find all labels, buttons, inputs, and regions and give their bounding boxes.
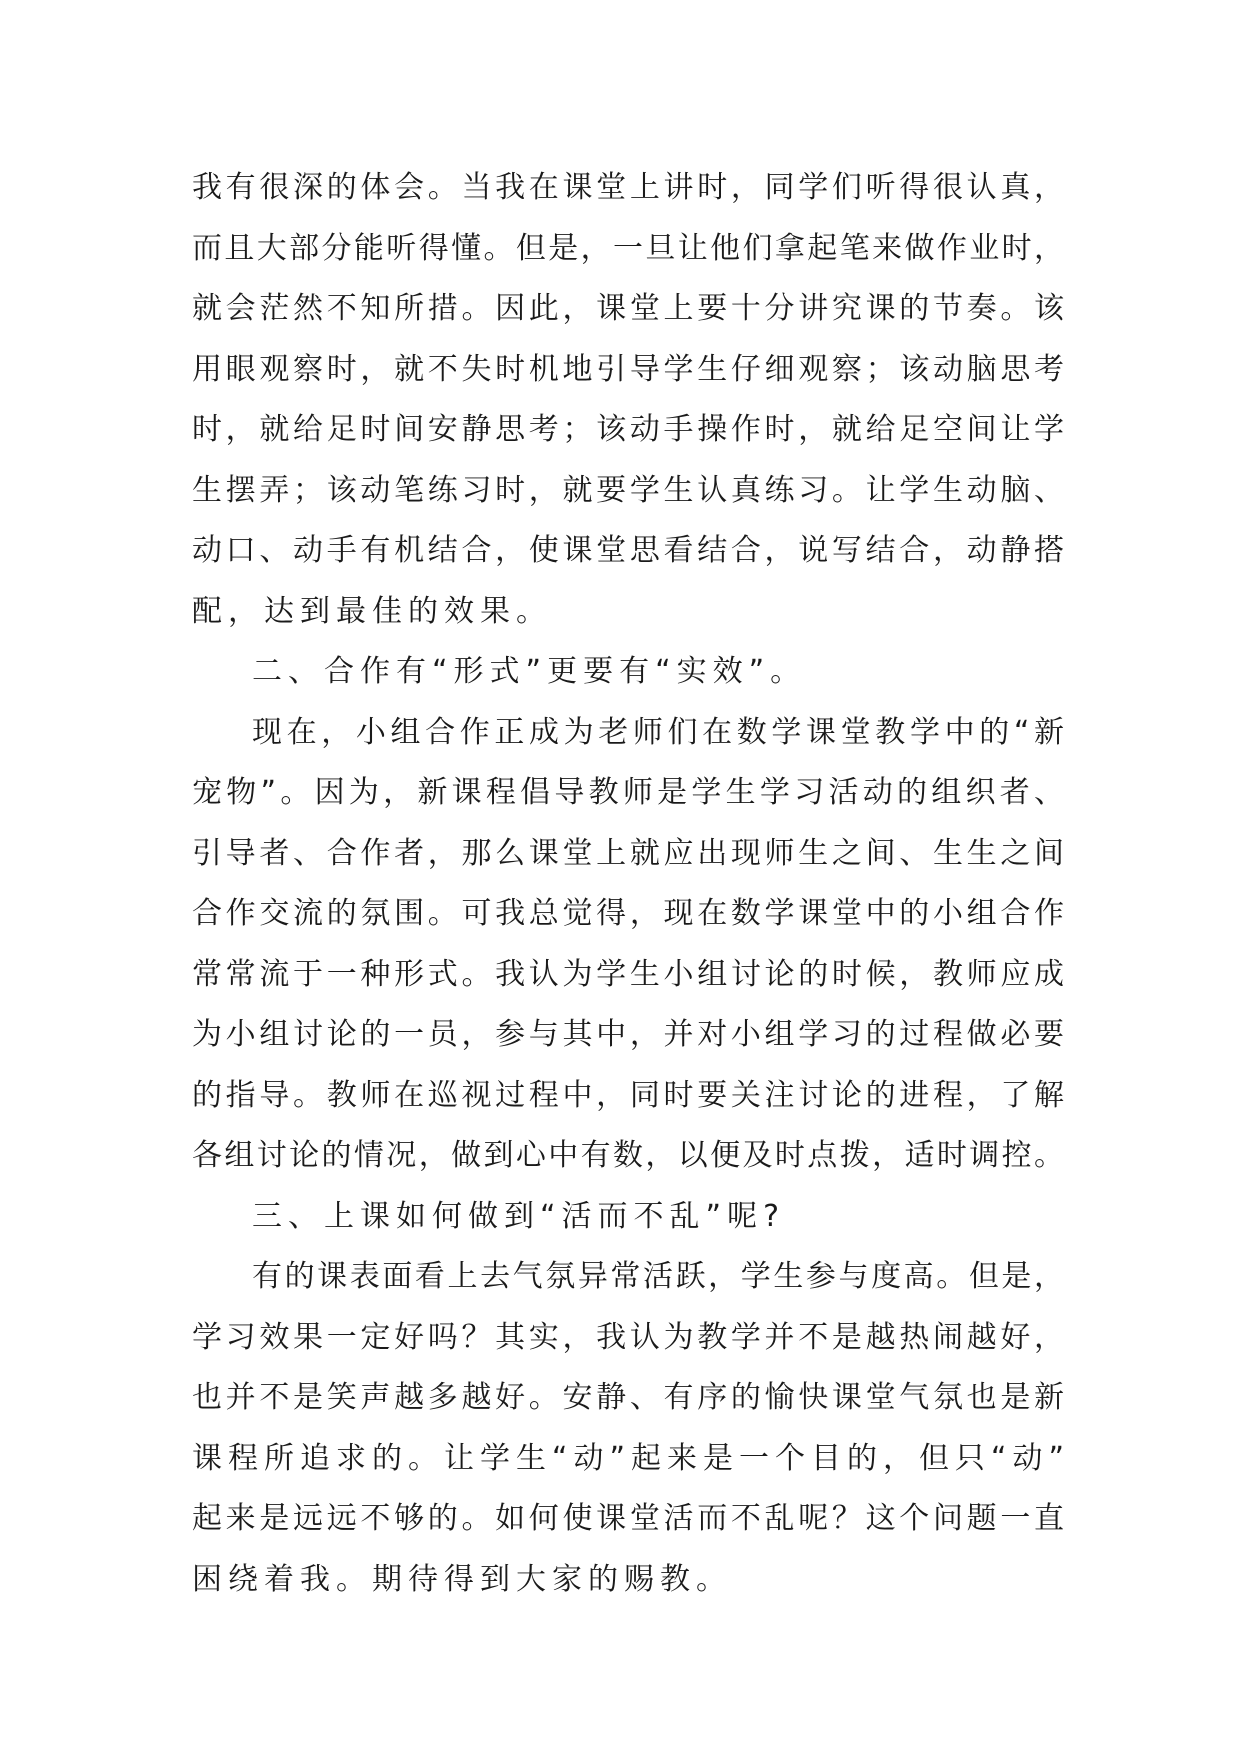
text-line: 配，达到最佳的效果。 xyxy=(192,593,552,629)
section-heading: 二、合作有“形式”更要有“实效”。 xyxy=(252,654,807,689)
text-line: 学习效果一定好吗？其实，我认为教学并不是越热闹越好， xyxy=(192,1319,1064,1355)
text-line: 动口、动手有机结合，使课堂思看结合，说写结合，动静搭 xyxy=(192,533,1064,568)
text-line: 宠物”。因为，新课程倡导教师是学生学习活动的组织者、 xyxy=(192,775,1064,810)
text-line: 合作交流的氛围。可我总觉得，现在数学课堂中的小组合作 xyxy=(192,896,1064,931)
text-line: 起来是远远不够的。如何使课堂活而不乱呢？这个问题一直 xyxy=(192,1501,1064,1536)
text-line: 课程所追求的。让学生“动”起来是一个目的，但只“动” xyxy=(192,1440,1064,1476)
text-line: 也并不是笑声越多越好。安静、有序的愉快课堂气氛也是新 xyxy=(192,1380,1064,1415)
text-line: 引导者、合作者，那么课堂上就应出现师生之间、生生之间 xyxy=(192,835,1064,871)
text-line: 我有很深的体会。当我在课堂上讲时，同学们听得很认真， xyxy=(192,170,1064,205)
text-line: 为小组讨论的一员，参与其中，并对小组学习的过程做必要 xyxy=(192,1017,1064,1052)
text-line: 困绕着我。期待得到大家的赐教。 xyxy=(192,1561,732,1597)
text-line: 有的课表面看上去气氛异常活跃，学生参与度高。但是， xyxy=(252,1259,1064,1294)
text-line: 现在，小组合作正成为老师们在数学课堂教学中的“新 xyxy=(252,714,1064,750)
text-line: 各组讨论的情况，做到心中有数，以便及时点拨，适时调控。 xyxy=(192,1138,1064,1173)
text-line: 而且大部分能听得懂。但是，一旦让他们拿起笔来做作业时， xyxy=(192,230,1064,266)
text-line: 的指导。教师在巡视过程中，同时要关注讨论的进程，了解 xyxy=(192,1077,1064,1113)
section-heading: 三、上课如何做到“活而不乱”呢? xyxy=(252,1198,786,1234)
text-line: 常常流于一种形式。我认为学生小组讨论的时候，教师应成 xyxy=(192,956,1064,992)
text-line: 就会茫然不知所措。因此，课堂上要十分讲究课的节奏。该 xyxy=(192,291,1064,326)
text-line: 生摆弄；该动笔练习时，就要学生认真练习。让学生动脑、 xyxy=(192,472,1064,508)
document-body xyxy=(192,158,1064,1610)
text-line: 时，就给足时间安静思考；该动手操作时，就给足空间让学 xyxy=(192,412,1064,447)
text-line: 用眼观察时，就不失时机地引导学生仔细观察；该动脑思考 xyxy=(192,351,1064,387)
